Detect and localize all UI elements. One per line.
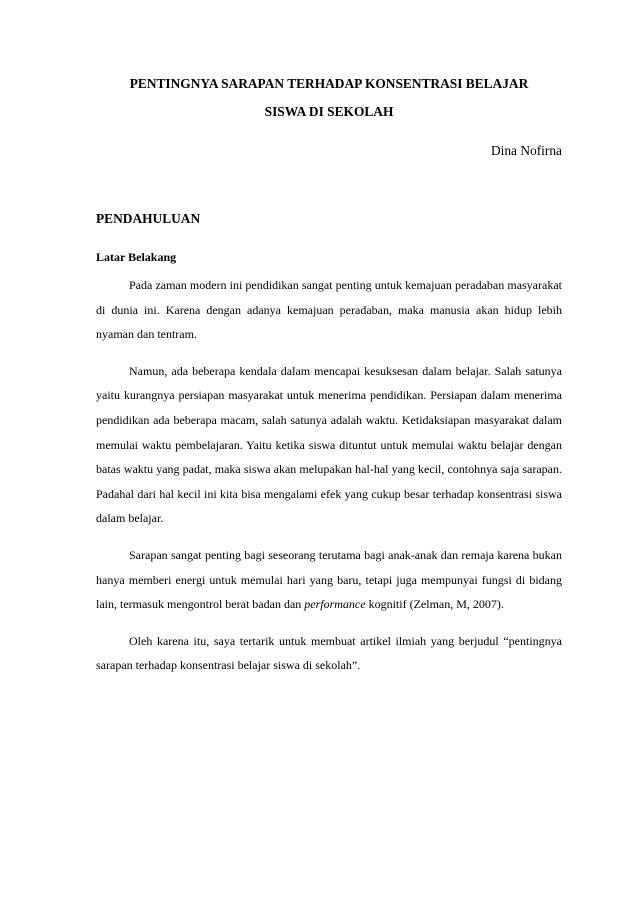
document-page — [96, 70, 562, 678]
title-line-2: SISWA DI SEKOLAH — [264, 104, 394, 119]
paragraph-1: Pada zaman modern ini pendidikan sangat penting untuk kemajuan peradaban masyarakat di dunia ini. Karena dengan adanya kemajuan peradaban, maka manusia akan hidup lebih nyaman dan tentram. — [96, 278, 562, 342]
paragraph-3-italic-term: performance — [304, 597, 366, 612]
paragraph-2: Namun, ada beberapa kendala dalam mencapai kesuksesan dalam belajar. Salah satunya yaitu kurangnya persiapan masyarakat untuk menerima pendidikan. Persiapan dalam menerima pendidikan ada beberapa macam, salah satunya adalah waktu. Ketidaksiapan masyarakat dalam memulai waktu pembelajaran. Yaitu ketika siswa dituntut untuk memulai waktu belajar dengan batas waktu yang padat, maka siswa akan melupakan hal-hal yang kecil, contohnya saja sarapan. Padahal dari hal kecil ini kita bisa mengalami efek yang cukup besar terhadap konsentrasi siswa dalam belajar. — [96, 363, 562, 526]
sub-heading: Latar Belakang — [96, 250, 177, 264]
document-title — [96, 70, 562, 126]
section-heading: PENDAHULUAN — [96, 211, 201, 226]
author-name: Dina Nofirna — [490, 143, 562, 158]
paragraph-3-text-after: kognitif (Zelman, M, 2007). — [365, 597, 504, 612]
paragraph-3-text-before: Sarapan sangat penting bagi seseorang terutama bagi anak-anak dan remaja karena bukan hanya memberi energi untuk memulai hari yang baru, tetapi juga mempunyai fungsi di bidang lain, termasuk mengontrol berat badan dan — [96, 547, 562, 612]
paragraph-4: Oleh karena itu, saya tertarik untuk membuat artikel ilmiah yang berjudul “pentingnya sarapan terhadap konsentrasi belajar siswa di sekolah”. — [96, 633, 562, 673]
paragraph-3 — [96, 543, 562, 617]
title-line-1: PENTINGNYA SARAPAN TERHADAP KONSENTRASI BELAJAR — [129, 76, 529, 91]
